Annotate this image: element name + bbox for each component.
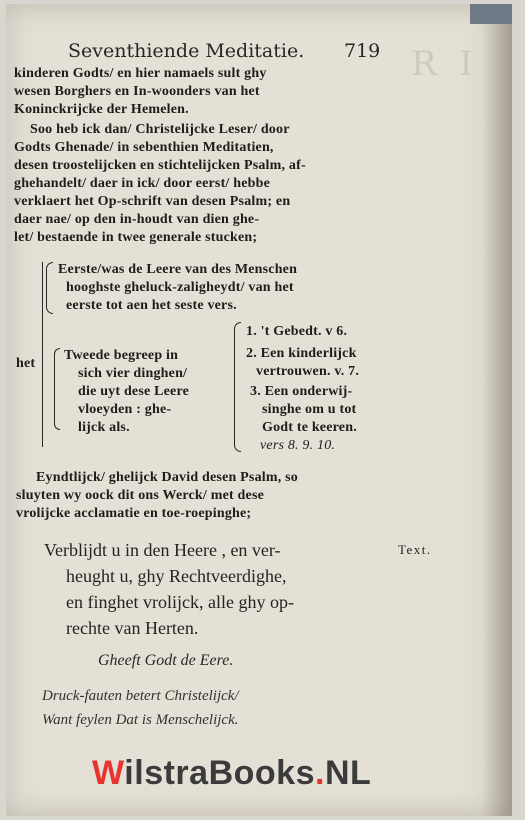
outline-item-line: 1. 't Gebedt. v 6.	[246, 324, 348, 339]
page-number: 719	[344, 40, 381, 62]
verse-line: heught u, ghy Rechtveerdighe,	[66, 566, 287, 586]
outline-first-line: eerste tot aen het seste vers.	[66, 298, 237, 313]
outline-item-line: Godt te keeren.	[262, 420, 357, 435]
handwritten-line: Want feylen Dat is Menschelijck.	[42, 712, 239, 728]
outline-second-line: lijck als.	[78, 420, 130, 435]
text-line: desen troostelijcken en stichtelijcken Psalm, af-	[14, 158, 306, 173]
text-line: wesen Borghers en In-woonders van het	[14, 84, 260, 99]
text-line: verklaert het Op-schrift van desen Psalm; en	[14, 194, 291, 209]
text-line: daer nae/ op den in-houdt van dien ghe-	[14, 212, 260, 227]
verse-line: Verblijdt u in den Heere , en ver-	[44, 540, 281, 560]
brace-first	[46, 262, 53, 314]
text-line: Eyndtlijck/ ghelijck David desen Psalm, so	[36, 470, 298, 485]
outline-item-line: 3. Een onderwij-	[250, 384, 353, 399]
outline-item-line: vers 8. 9. 10.	[260, 438, 336, 453]
outline-item-line: vertrouwen. v. 7.	[256, 364, 360, 379]
bookmark-tab	[470, 4, 512, 24]
text-line: ghehandelt/ daer in ick/ door eerst/ hebbe	[14, 176, 271, 191]
margin-note: Text.	[398, 542, 432, 557]
outline-het-label: het	[16, 356, 36, 371]
page-heading: Seventhiende Meditatie.	[68, 40, 305, 62]
outline-second-line: sich vier dinghen/	[78, 366, 188, 381]
brace-items	[234, 322, 241, 452]
outline-second-line: Tweede begreep in	[64, 348, 179, 363]
handwritten-line: Druck-fauten betert Christelijck/	[42, 688, 239, 704]
outline-item-line: singhe om u tot	[262, 402, 357, 417]
book-page	[6, 4, 512, 816]
closing-line: Gheeft Godt de Eere.	[98, 652, 234, 669]
wilstrabooks-watermark	[92, 754, 371, 793]
text-line: Godts Ghenade/ in sebenthien Meditatien,	[14, 140, 274, 155]
text-line: Soo heb ick dan/ Christelijcke Leser/ door	[30, 122, 290, 137]
verse-line: en finghet vrolijck, alle ghy op-	[66, 592, 294, 612]
verse-line: rechte van Herten.	[66, 618, 199, 638]
outline-item-line: 2. Een kinderlijck	[246, 346, 357, 361]
watermark-w: W	[92, 754, 125, 792]
outline-first-line: hooghste gheluck-zaligheydt/ van het	[66, 280, 294, 295]
outline-second-line: vloeyden : ghe-	[78, 402, 172, 417]
brace-second	[54, 348, 60, 430]
spine-shadow	[482, 4, 512, 816]
watermark-ilstra: ilstra	[124, 754, 209, 792]
text-line: let/ bestaende in twee generale stucken;	[14, 230, 258, 245]
watermark-nl: NL	[324, 754, 372, 792]
outline-second-line: die uyt dese Leere	[78, 384, 190, 399]
outer-brace	[42, 262, 47, 447]
watermark-dot: .	[314, 754, 325, 792]
text-line: kinderen Godts/ en hier namaels sult ghy	[14, 66, 267, 81]
bleed-through-text: R I	[411, 44, 479, 84]
outline-first-line: Eerste/was de Leere van des Menschen	[58, 262, 298, 277]
text-line: vrolijcke acclamatie en toe-roepinghe;	[16, 506, 252, 521]
text-line: sluyten wy oock dit ons Werck/ met dese	[16, 488, 265, 503]
text-line: Koninckrijcke der Hemelen.	[14, 102, 189, 117]
watermark-books: Books	[208, 754, 315, 792]
